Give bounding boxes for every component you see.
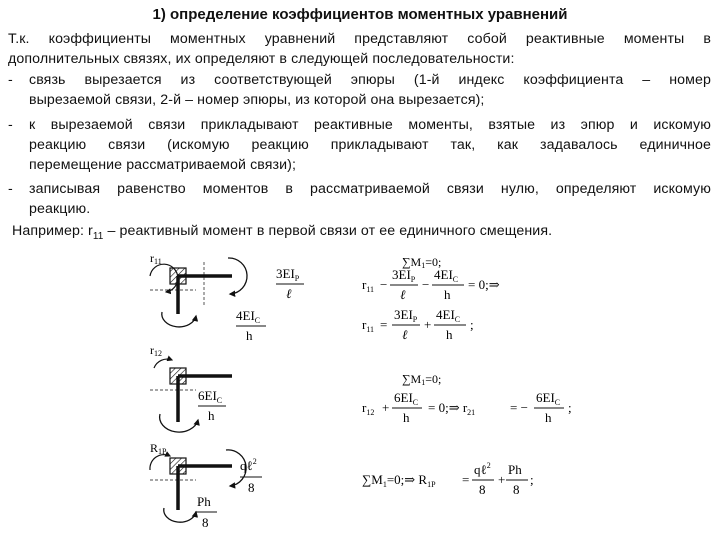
eq2-plus: + <box>382 400 390 415</box>
eq1-header: ∑M1=0; <box>402 255 442 270</box>
eq3-f1-num: qℓ$^2$ <box>474 461 491 477</box>
eq1a-tail: = 0;⇒ <box>468 277 500 292</box>
eq1a-f1-den: ℓ <box>400 287 406 302</box>
bullet-3-line-2: реакцию. <box>29 201 91 217</box>
eq1a-minus-1: − <box>380 277 388 292</box>
d2-m-den: h <box>208 408 215 423</box>
eq2-f1-num: $6EI_C$ <box>394 390 419 407</box>
d3-reaction-arc <box>150 455 170 470</box>
eq2-f2-den: h <box>545 410 552 425</box>
eq3-f2-den: 8 <box>513 482 520 497</box>
equations-2 <box>362 372 572 425</box>
bullet-marker-2: - <box>8 117 13 133</box>
d2-reaction-arc <box>154 359 172 368</box>
example-prefix: Например: r <box>12 223 93 239</box>
bullet-2-line-2: реакцию связи (искомую реакцию прикладывают так, как задавалось единичное <box>29 137 711 153</box>
eq2-eq: = − <box>510 400 528 415</box>
equations-3 <box>362 461 534 497</box>
eq3-f1-den: 8 <box>479 482 486 497</box>
eq1b-f1-num: $3EI_P$ <box>394 307 418 324</box>
paragraph-line-2: дополнительных связях, их определяют в следующей последовательности: <box>8 51 515 67</box>
node-diagram-1 <box>150 251 304 343</box>
d3-m-right-den: 8 <box>248 480 255 495</box>
d1-bottom-moment-arrow <box>162 312 196 327</box>
eq3-head: $\sum M_1=0;\Rightarrow$ $R_{1P}$ <box>362 472 436 489</box>
eq2-f1-den: h <box>403 410 410 425</box>
d1-m-right-den: ℓ <box>286 286 292 301</box>
eq1b-lhs: $r_{11}$ <box>362 317 375 334</box>
bullet-2-line-3: перемещение рассматриваемой связи); <box>29 157 297 173</box>
d3-label: R1P <box>150 441 167 456</box>
d3-node <box>170 458 186 474</box>
bullet-3-line-1: записывая равенство моментов в рассматриваемой связи нулю, определяют искомую <box>29 181 711 197</box>
paragraph-line-1: Т.к. коэффициенты моментных уравнений представляют собой реактивные моменты в <box>8 31 711 47</box>
d2-node <box>170 368 186 384</box>
eq2-tail: ; <box>568 400 572 415</box>
eq1a-f1-num: $3EI_P$ <box>392 267 416 284</box>
eq2-lhs: $r_{12}$ <box>362 400 375 417</box>
d1-m-right-num: $3EI_P$ <box>276 266 300 283</box>
bullet-2-line-1: к вырезаемой связи прикладывают реактивные моменты, взятые из эпюр и искомую <box>29 117 711 133</box>
d1-node <box>170 268 186 284</box>
eq2-mid: = 0;⇒ $r_{21}$ <box>428 400 476 417</box>
eq3-eq: = <box>462 472 470 487</box>
eq1a-minus-2: − <box>422 277 430 292</box>
bullet-1-line-2: вырезаемой связи, 2-й – номер эпюры, из которой она вырезается); <box>29 92 485 108</box>
node-diagram-3 <box>150 441 262 530</box>
eq1a-f2-num: $4EI_C$ <box>434 267 459 284</box>
bullet-marker-1: - <box>8 72 13 88</box>
eq2-f2-num: $6EI_C$ <box>536 390 561 407</box>
d1-m-bottom-den: h <box>246 328 253 343</box>
bullet-marker-3: - <box>8 181 13 197</box>
d3-m-bottom-den: 8 <box>202 515 209 530</box>
bullet-1-line-1: связь вырезается из соответствующей эпюры (1-й индекс коэффициента – номер <box>29 72 711 88</box>
eq2-header: ∑M1=0; <box>402 372 442 387</box>
d2-label: r12 <box>150 343 162 358</box>
d2-m-num: $6EI_C$ <box>198 388 223 405</box>
node-diagram-2 <box>150 343 232 432</box>
eq1b-f1-den: ℓ <box>402 327 408 342</box>
d1-label: r11 <box>150 251 162 266</box>
eq3-plus: + <box>498 472 506 487</box>
eq1b-f2-num: $4EI_C$ <box>436 307 461 324</box>
d3-bottom-moment-arrow <box>164 508 196 522</box>
eq3-f2-num: Ph <box>508 462 522 477</box>
eq1a-lhs: $r_{11}$ <box>362 277 375 294</box>
page-title: 1) определение коэффициентов моментных уравнений <box>152 6 568 23</box>
d1-m-bottom-num: $4EI_C$ <box>236 308 261 325</box>
eq3-tail: ; <box>530 472 534 487</box>
equations-1 <box>362 255 500 342</box>
eq1b-plus: + <box>424 317 432 332</box>
example-sub: 11 <box>92 230 104 242</box>
eq1b-eq: = <box>380 317 388 332</box>
eq1b-tail: ; <box>470 317 474 332</box>
example-suffix: – реактивный момент в первой связи от ее единичного смещения. <box>103 223 553 239</box>
d3-m-right-num: qℓ$^2$ <box>240 457 257 473</box>
eq1b-f2-den: h <box>446 327 453 342</box>
eq1a-f2-den: h <box>444 287 451 302</box>
d3-m-bottom-num: Ph <box>197 494 211 509</box>
